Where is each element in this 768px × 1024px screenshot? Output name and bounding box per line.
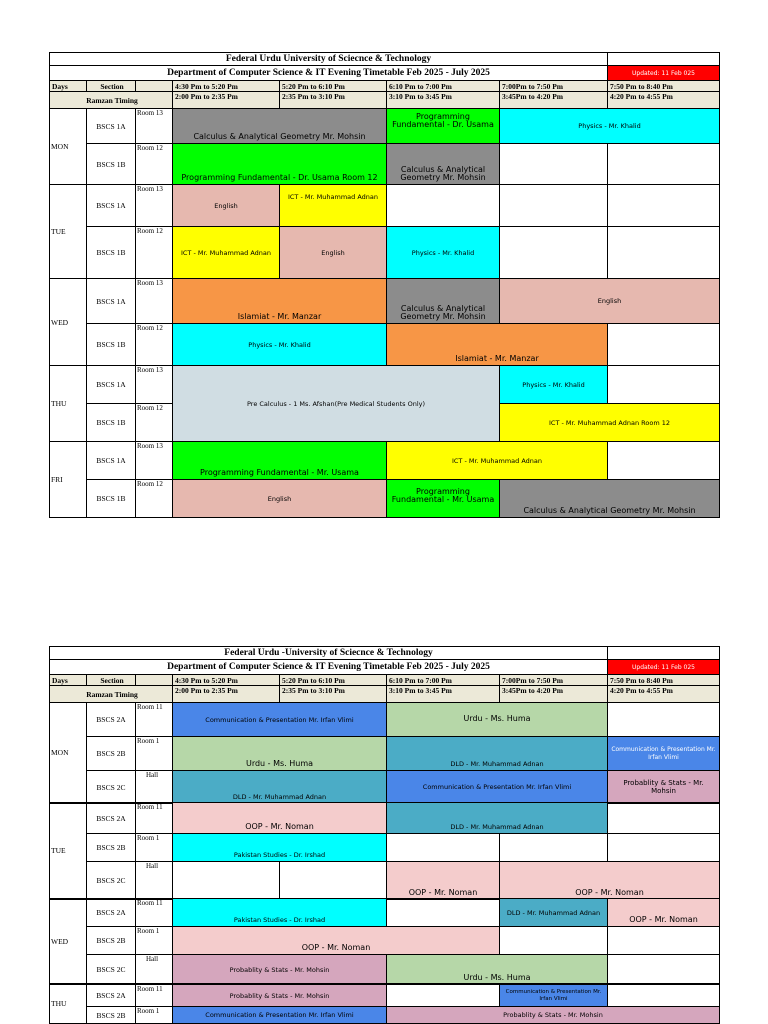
class-islamiat: Islamiat - Mr. Manzar [386,323,608,366]
class-dld: DLD - Mr. Muhammad Adnan [172,770,387,804]
room-label: Room 13 [135,365,173,404]
section-label: BSCS 2B [86,833,136,862]
section-label: BSCS 1B [86,143,136,185]
empty-slot [386,898,500,927]
class-dld: DLD - Mr. Muhammad Adnan [386,736,608,771]
class-stats: Probablity & Stats - Mr. Mohsin [607,770,720,804]
room-label: Hall [135,861,173,900]
room-label: Room 12 [135,143,173,185]
class-pre-calculus: Pre Calculus - 1 Ms. Afshan(Pre Medical Students Only) [172,365,500,442]
day-wed: WED [49,898,87,985]
room-label: Room 1 [135,736,173,771]
room-label: Room 1 [135,1006,173,1024]
class-programming: Programming Fundamental - Mr. Usama [386,479,500,518]
section-label: BSCS 2C [86,770,136,804]
class-pakistan-studies: Pakistan Studies - Dr. Irshad [172,833,387,862]
class-ict: ICT - Mr. Muhammad Adnan [386,441,608,480]
class-dld: DLD - Mr. Muhammad Adnan [386,802,608,834]
updated-badge: Updated: 11 Feb 025 [607,659,720,675]
ramzan-slot-4: 3:45Pm to 4:20 Pm [499,685,608,703]
class-urdu: Urdu - Ms. Huma [386,954,608,985]
title-blank [607,646,720,660]
timetable-semester-2 [49,0,720,1024]
room-label: Room 12 [135,323,173,366]
room-label: Room 1 [135,926,173,955]
class-oop: OOP - Mr. Noman [172,926,500,955]
ramzan-slot-5: 4:20 Pm to 4:55 Pm [607,685,720,703]
class-english: English [499,278,720,324]
class-physics: Physics - Mr. Khalid [499,365,608,404]
class-programming: Programming Fundamental - Dr. Usama [386,108,500,144]
section-label: BSCS 2A [86,898,136,927]
class-english: English [279,226,387,279]
class-communication: Communication & Presentation Mr. Irfan Vlimi [172,1006,387,1024]
empty-slot [386,833,500,862]
ramzan-slot-1: 2:00 Pm to 2:35 Pm [172,91,280,109]
class-stats: Probablity & Stats - Mr. Mohsin [172,983,387,1007]
ramzan-slot-2: 2:35 Pm to 3:10 Pm [279,685,387,703]
room-label: Room 13 [135,441,173,480]
class-communication: Communication & Presentation Mr. Irfan Vlimi [386,770,608,804]
section-label: BSCS 2B [86,1006,136,1024]
slot-1: 4:30 Pm to 5:20 Pm [172,80,280,92]
slot-2: 5:20 Pm to 6:10 Pm [279,80,387,92]
ramzan-slot-2: 2:35 Pm to 3:10 Pm [279,91,387,109]
class-urdu: Urdu - Ms. Huma [172,736,387,771]
ramzan-header: Ramzan Timing [49,685,173,703]
day-wed: WED [49,278,87,366]
section-label: BSCS 1A [86,365,136,404]
class-physics: Physics - Mr. Khalid [499,108,720,144]
room-label: Room 11 [135,983,173,1007]
class-ict: ICT - Mr. Muhammad Adnan [279,184,387,227]
section-label: BSCS 2B [86,736,136,771]
university-title: Federal Urdu University of Sciecnce & Technology [49,52,608,66]
room-label: Room 13 [135,278,173,324]
class-islamiat: Islamiat - Mr. Manzar [172,278,387,324]
class-physics: Physics - Mr. Khalid [172,323,387,366]
section-label: BSCS 2C [86,861,136,900]
ramzan-slot-3: 3:10 Pm to 3:45 Pm [386,685,500,703]
room-label: Room 12 [135,226,173,279]
section-label: BSCS 2A [86,702,136,737]
room-label: Room 12 [135,479,173,518]
room-label: Room 13 [135,108,173,144]
days-header: Days [49,674,87,686]
empty-slot [607,954,720,985]
section-label: BSCS 2C [86,954,136,985]
section-label: BSCS 1B [86,226,136,279]
empty-slot [607,802,720,834]
day-mon: MON [49,702,87,804]
slot-1: 4:30 Pm to 5:20 Pm [172,674,280,686]
class-oop: OOP - Mr. Noman [386,861,500,900]
section-label: BSCS 2A [86,983,136,1007]
day-mon: MON [49,108,87,185]
class-english: English [172,184,280,227]
room-label: Hall [135,954,173,985]
slot-5: 7:50 Pm to 8:40 Pm [607,80,720,92]
empty-slot [499,833,608,862]
ramzan-slot-4: 3:45Pm to 4:20 Pm [499,91,608,109]
class-ict: ICT - Mr. Muhammad Adnan [172,226,280,279]
day-fri: FRI [49,441,87,518]
slot-5: 7:50 Pm to 8:40 Pm [607,674,720,686]
section-label: BSCS 1B [86,479,136,518]
room-label: Room 11 [135,802,173,834]
updated-badge: Updated: 11 Feb 025 [607,65,720,81]
day-tue: TUE [49,802,87,900]
section-label: BSCS 1B [86,323,136,366]
ramzan-slot-5: 4:20 Pm to 4:55 Pm [607,91,720,109]
ramzan-slot-1: 2:00 Pm to 2:35 Pm [172,685,280,703]
slot-2: 5:20 Pm to 6:10 Pm [279,674,387,686]
empty-slot [607,833,720,862]
empty-slot [607,983,720,1007]
university-title: Federal Urdu -University of Sciecnce & Technology [49,646,608,660]
ramzan-header: Ramzan Timing [49,91,173,109]
section-header: Section [86,674,136,686]
department-title: Department of Computer Science & IT Evening Timetable Feb 2025 - July 2025 [49,65,608,81]
ramzan-slot-3: 3:10 Pm to 3:45 Pm [386,91,500,109]
class-stats: Probablity & Stats - Mr. Mohsin [172,954,387,985]
room-label: Room 13 [135,184,173,227]
class-communication: Communication & Presentation Mr. Irfan Vlimi [499,983,608,1007]
class-oop: OOP - Mr. Noman [499,861,720,900]
room-label: Room 11 [135,898,173,927]
section-label: BSCS 1A [86,278,136,324]
slot-4: 7:00Pm to 7:50 Pm [499,674,608,686]
class-ict: ICT - Mr. Muhammad Adnan Room 12 [499,403,720,442]
class-communication: Communication & Presentation Mr. Irfan Vlimi [172,702,387,737]
class-oop: OOP - Mr. Noman [607,898,720,927]
room-label: Room 12 [135,403,173,442]
empty-slot [607,702,720,737]
section-header: Section [86,80,136,92]
empty-slot [172,861,280,900]
empty-slot [607,926,720,955]
class-physics: Physics - Mr. Khalid [386,226,500,279]
empty-slot [499,926,608,955]
class-programming: Programming Fundamental - Mr. Usama [172,441,387,480]
section-label: BSCS 1A [86,441,136,480]
section-label: BSCS 1B [86,403,136,442]
room-label: Room 11 [135,702,173,737]
class-communication: Communication & Presentation Mr. Irfan Vlimi [607,736,720,771]
day-tue: TUE [49,184,87,279]
class-urdu: Urdu - Ms. Huma [386,702,608,737]
class-programming: Programming Fundamental - Dr. Usama Room 12 [172,143,387,185]
class-calculus: Calculus & Analytical Geometry Mr. Mohsin [172,108,387,144]
section-label: BSCS 2B [86,926,136,955]
empty-slot [279,861,387,900]
room-label: Hall [135,770,173,804]
section-label: BSCS 1A [86,108,136,144]
department-title: Department of Computer Science & IT Evening Timetable Feb 2025 - July 2025 [49,659,608,675]
day-thu: THU [49,365,87,442]
slot-3: 6:10 Pm to 7:00 Pm [386,674,500,686]
class-calculus: Calculus & Analytical Geometry Mr. Mohsin [499,479,720,518]
class-calculus: Calculus & Analytical Geometry Mr. Mohsin [386,278,500,324]
slot-4: 7:00Pm to 7:50 Pm [499,80,608,92]
slot-3: 6:10 Pm to 7:00 Pm [386,80,500,92]
day-thu: THU [49,983,87,1024]
class-dld: DLD - Mr. Muhammad Adnan [499,898,608,927]
room-label: Room 1 [135,833,173,862]
class-stats: Probablity & Stats - Mr. Mohsin [386,1006,720,1024]
days-header: Days [49,80,87,92]
class-oop: OOP - Mr. Noman [172,802,387,834]
class-english: English [172,479,387,518]
class-calculus: Calculus & Analytical Geometry Mr. Mohsin [386,143,500,185]
section-label: BSCS 2A [86,802,136,834]
empty-slot [386,983,500,1007]
class-pakistan-studies: Pakistan Studies - Dr. Irshad [172,898,387,927]
section-label: BSCS 1A [86,184,136,227]
